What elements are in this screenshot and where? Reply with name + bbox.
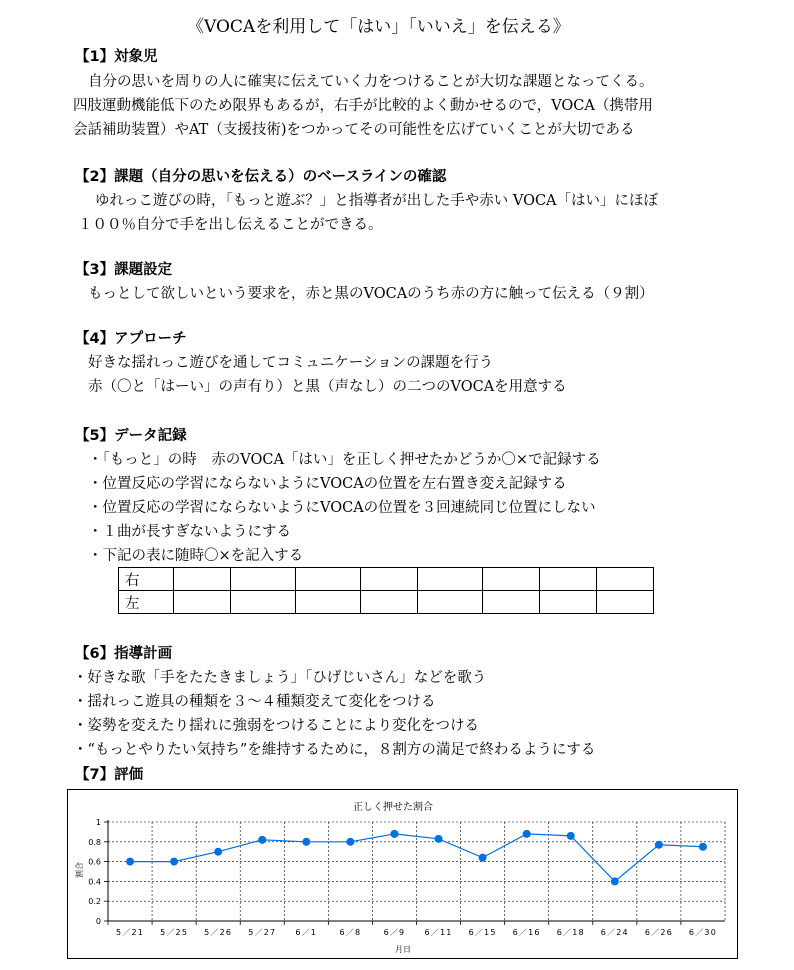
- record-cell[interactable]: [540, 568, 597, 591]
- x-tick-label: 5／26: [204, 928, 233, 937]
- chart-x-ticks: [108, 921, 717, 937]
- data-point: [170, 858, 178, 866]
- data-point: [126, 858, 134, 866]
- section-7-heading: 【7】評価: [75, 767, 144, 783]
- data-point: [523, 830, 531, 838]
- section-5-heading: 【5】データ記録: [75, 428, 187, 444]
- section-4-line: 赤（〇と「はーい」の声有り）と黒（声なし）の二つのVOCAを用意する: [88, 379, 567, 395]
- record-cell[interactable]: [540, 591, 597, 614]
- data-point: [479, 854, 487, 862]
- data-point: [346, 838, 354, 846]
- section-2-line: １００％自分で手を出し伝えることができる。: [78, 217, 383, 233]
- section-5-line: ・下記の表に随時〇×を記入する: [88, 548, 304, 564]
- section-5-line: ・「もっと」の時 赤のVOCA「はい」を正しく押せたかどうか〇×で記録する: [88, 452, 601, 468]
- x-tick-label: 6／24: [600, 928, 629, 937]
- section-1-line: 会話補助装置）やAT（支援技術)をつかってその可能性を広げていくことが大切である: [73, 122, 635, 138]
- x-tick-label: 6／30: [688, 928, 718, 937]
- record-cell[interactable]: [483, 591, 540, 614]
- section-4-heading: 【4】アプローチ: [75, 331, 187, 347]
- x-tick-label: 5／21: [115, 928, 145, 937]
- x-tick-label: 6／1: [295, 928, 318, 937]
- record-cell[interactable]: [174, 591, 231, 614]
- record-cell[interactable]: [418, 591, 483, 614]
- data-point: [655, 841, 663, 849]
- record-cell[interactable]: [418, 568, 483, 591]
- section-6-line: ・姿勢を変えたり揺れに強弱をつけることにより変化をつける: [73, 718, 479, 734]
- record-cell[interactable]: [361, 568, 418, 591]
- section-6-line: ・揺れっこ遊具の種類を３～４種類変えて変化をつける: [73, 694, 436, 710]
- section-1-line: 四肢運動機能低下のため限界もあるが，右手が比較的よく動かせるので，VOCA（携帯用: [73, 98, 653, 114]
- x-tick-label: 5／27: [248, 928, 277, 937]
- data-point: [214, 848, 222, 856]
- section-3-line: もっとして欲しいという要求を，赤と黒のVOCAのうち赤の方に触って伝える（９割）: [88, 286, 654, 302]
- x-tick-label: 6／9: [383, 928, 406, 937]
- data-point: [699, 843, 707, 851]
- section-6-line: ・好きな歌「手をたたきましょう」「ひげじいさん」などを歌う: [73, 670, 487, 686]
- data-point: [258, 836, 266, 844]
- y-tick-label: 1: [95, 818, 101, 827]
- section-5-line: ・１曲が長すぎないようにする: [88, 524, 291, 540]
- record-row-left: [119, 591, 654, 614]
- x-tick-label: 5／25: [160, 928, 189, 937]
- data-point: [302, 838, 310, 846]
- record-cell[interactable]: [174, 568, 231, 591]
- page-title: 《VOCAを利用して「はい」「いいえ」を伝える》: [187, 17, 570, 37]
- y-tick-label: 0.6: [88, 857, 101, 867]
- data-point: [567, 832, 575, 840]
- x-tick-label: 6／11: [424, 928, 453, 937]
- x-tick-label: 6／15: [468, 928, 497, 937]
- section-1-line: 自分の思いを周りの人に確実に伝えていく力をつけることが大切な課題となってくる。: [88, 74, 654, 90]
- record-cell[interactable]: [597, 591, 654, 614]
- x-tick-label: 6／26: [644, 928, 673, 937]
- record-cell[interactable]: [597, 568, 654, 591]
- record-cell[interactable]: [361, 591, 418, 614]
- chart-ylabel: 割合: [75, 862, 84, 878]
- record-cell[interactable]: [296, 568, 361, 591]
- x-tick-label: 6／16: [512, 928, 541, 937]
- data-point: [611, 877, 619, 885]
- record-cell[interactable]: [231, 568, 296, 591]
- section-4-line: 好きな揺れっこ遊びを通してコミュニケーションの課題を行う: [88, 355, 494, 371]
- record-cell[interactable]: [231, 591, 296, 614]
- data-point: [435, 835, 443, 843]
- record-cell[interactable]: [296, 591, 361, 614]
- section-5-line: ・位置反応の学習にならないようにVOCAの位置を３回連続同じ位置にしない: [88, 500, 596, 516]
- chart-y-ticks: [88, 818, 108, 926]
- section-2-heading: 【2】課題（自分の思いを伝える）のベースラインの確認: [75, 169, 447, 185]
- x-tick-label: 6／18: [556, 928, 585, 937]
- section-1-heading: 【1】対象児: [75, 49, 158, 65]
- y-tick-label: 0: [95, 917, 101, 926]
- section-6-heading: 【6】指導計画: [75, 646, 173, 662]
- y-tick-label: 0.2: [88, 897, 101, 907]
- section-3-heading: 【3】課題設定: [75, 262, 173, 278]
- data-point: [390, 830, 398, 838]
- evaluation-chart: [67, 789, 738, 959]
- section-2-line: ゆれっこ遊びの時，「もっと遊ぶ？」と指導者が出した手や赤い VOCA「はい」にほぼ: [95, 193, 659, 209]
- chart-svg: [68, 790, 737, 958]
- record-table: [118, 567, 654, 614]
- record-row-label: 左: [119, 591, 174, 614]
- chart-title: 正しく押せた割合: [353, 802, 433, 813]
- record-row-label: 右: [119, 568, 174, 591]
- y-tick-label: 0.4: [88, 877, 101, 887]
- chart-xlabel: 月日: [395, 945, 411, 954]
- section-6-line: ・“もっとやりたい気持ち”を維持するために，８割方の満足で終わるようにする: [73, 742, 596, 758]
- record-row-right: [119, 568, 654, 591]
- x-tick-label: 6／8: [339, 928, 362, 937]
- section-5-line: ・位置反応の学習にならないようにVOCAの位置を左右置き変え記録する: [88, 476, 567, 492]
- record-cell[interactable]: [483, 568, 540, 591]
- y-tick-label: 0.8: [88, 837, 101, 847]
